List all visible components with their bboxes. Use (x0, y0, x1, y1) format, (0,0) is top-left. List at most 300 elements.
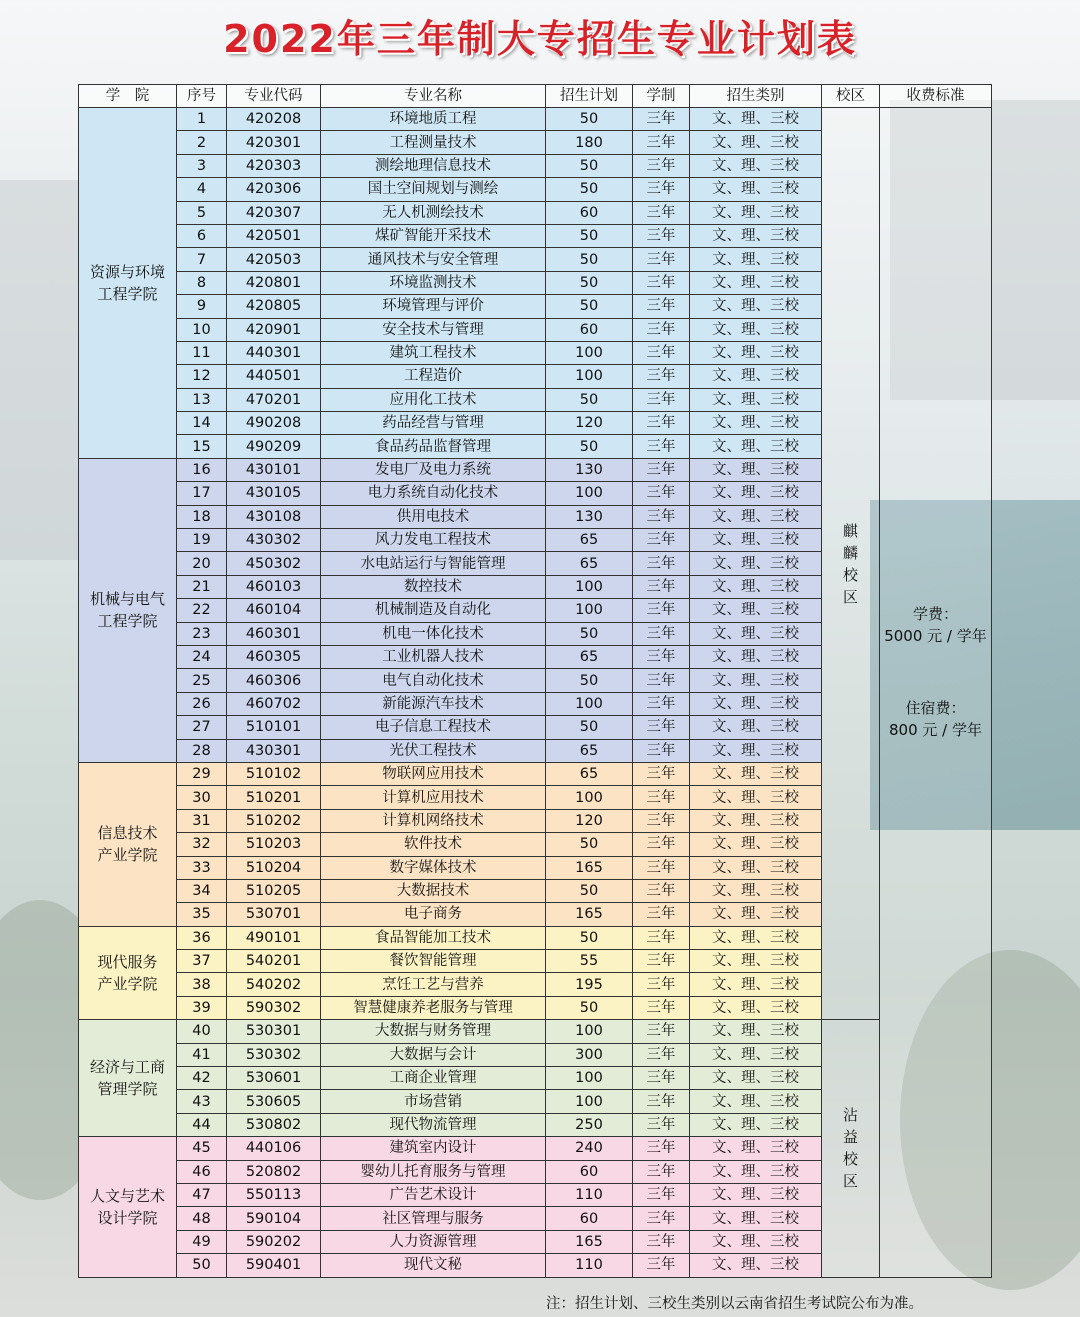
plan-count-cell: 180 (546, 131, 633, 154)
seq-cell: 35 (177, 903, 227, 926)
duration-cell: 三年 (633, 248, 690, 271)
major-name-cell: 餐饮智能管理 (321, 950, 546, 973)
major-name-cell: 现代物流管理 (321, 1113, 546, 1136)
seq-cell: 45 (177, 1137, 227, 1160)
major-name-cell: 应用化工技术 (321, 388, 546, 411)
major-name-cell: 国土空间规划与测绘 (321, 178, 546, 201)
category-cell: 文、理、三校 (690, 458, 822, 481)
major-name-cell: 无人机测绘技术 (321, 201, 546, 224)
category-cell: 文、理、三校 (690, 1160, 822, 1183)
seq-cell: 37 (177, 950, 227, 973)
code-cell: 460305 (227, 645, 321, 668)
code-cell: 470201 (227, 388, 321, 411)
major-name-cell: 建筑室内设计 (321, 1137, 546, 1160)
plan-count-cell: 130 (546, 505, 633, 528)
college-name-cell (79, 1020, 177, 1137)
seq-cell: 44 (177, 1113, 227, 1136)
seq-cell: 48 (177, 1207, 227, 1230)
column-header-fee: 收费标准 (880, 85, 992, 108)
major-name-cell: 工商企业管理 (321, 1067, 546, 1090)
major-name-cell: 测绘地理信息技术 (321, 154, 546, 177)
column-header-name: 专业名称 (321, 85, 546, 108)
code-cell: 450302 (227, 552, 321, 575)
plan-count-cell: 195 (546, 973, 633, 996)
category-cell: 文、理、三校 (690, 201, 822, 224)
duration-cell: 三年 (633, 950, 690, 973)
duration-cell: 三年 (633, 318, 690, 341)
plan-count-cell: 65 (546, 529, 633, 552)
major-name-cell: 大数据技术 (321, 879, 546, 902)
category-cell: 文、理、三校 (690, 739, 822, 762)
plan-count-cell: 65 (546, 552, 633, 575)
plan-count-cell: 110 (546, 1183, 633, 1206)
category-cell: 文、理、三校 (690, 412, 822, 435)
campus-name-char: 区 (842, 587, 858, 606)
category-cell: 文、理、三校 (690, 154, 822, 177)
major-name-cell: 机电一体化技术 (321, 622, 546, 645)
plan-count-cell: 65 (546, 739, 633, 762)
category-cell: 文、理、三校 (690, 552, 822, 575)
code-cell: 510203 (227, 833, 321, 856)
category-cell: 文、理、三校 (690, 1207, 822, 1230)
major-name-cell: 婴幼儿托育服务与管理 (321, 1160, 546, 1183)
major-name-cell: 新能源汽车技术 (321, 692, 546, 715)
plan-count-cell: 100 (546, 482, 633, 505)
table-row (79, 108, 992, 131)
plan-count-cell: 50 (546, 669, 633, 692)
seq-cell: 6 (177, 224, 227, 247)
seq-cell: 33 (177, 856, 227, 879)
plan-count-cell: 50 (546, 224, 633, 247)
category-cell: 文、理、三校 (690, 1183, 822, 1206)
major-name-cell: 电力系统自动化技术 (321, 482, 546, 505)
college-name-line: 设计学院 (97, 1208, 158, 1227)
code-cell: 530601 (227, 1067, 321, 1090)
major-name-cell: 安全技术与管理 (321, 318, 546, 341)
column-header-code: 专业代码 (227, 85, 321, 108)
duration-cell: 三年 (633, 435, 690, 458)
category-cell: 文、理、三校 (690, 435, 822, 458)
plan-count-cell: 165 (546, 1230, 633, 1253)
campus-name-char: 麒 (842, 521, 858, 540)
seq-cell: 28 (177, 739, 227, 762)
category-cell: 文、理、三校 (690, 950, 822, 973)
seq-cell: 18 (177, 505, 227, 528)
category-cell: 文、理、三校 (690, 996, 822, 1019)
code-cell: 520802 (227, 1160, 321, 1183)
campus-zhanyi-cell (822, 1020, 880, 1277)
seq-cell: 12 (177, 365, 227, 388)
category-cell: 文、理、三校 (690, 1090, 822, 1113)
code-cell: 440106 (227, 1137, 321, 1160)
fee-spacer (880, 647, 991, 697)
category-cell: 文、理、三校 (690, 341, 822, 364)
major-name-cell: 环境地质工程 (321, 108, 546, 131)
seq-cell: 14 (177, 412, 227, 435)
duration-cell: 三年 (633, 271, 690, 294)
major-name-cell: 数控技术 (321, 575, 546, 598)
plan-count-cell: 50 (546, 154, 633, 177)
code-cell: 430302 (227, 529, 321, 552)
seq-cell: 34 (177, 879, 227, 902)
major-name-cell: 工程测量技术 (321, 131, 546, 154)
major-name-cell: 软件技术 (321, 833, 546, 856)
category-cell: 文、理、三校 (690, 271, 822, 294)
major-name-cell: 智慧健康养老服务与管理 (321, 996, 546, 1019)
column-header-duration: 学制 (633, 85, 690, 108)
category-cell: 文、理、三校 (690, 1020, 822, 1043)
plan-count-cell: 100 (546, 1020, 633, 1043)
dorm-value: 800 元 / 学年 (889, 721, 982, 740)
code-cell: 420503 (227, 248, 321, 271)
duration-cell: 三年 (633, 1067, 690, 1090)
category-cell: 文、理、三校 (690, 762, 822, 785)
category-cell: 文、理、三校 (690, 1137, 822, 1160)
seq-cell: 9 (177, 295, 227, 318)
college-name-line: 现代服务 (97, 952, 158, 971)
duration-cell: 三年 (633, 692, 690, 715)
major-name-cell: 食品智能加工技术 (321, 926, 546, 949)
duration-cell: 三年 (633, 482, 690, 505)
college-name-line: 产业学院 (97, 846, 158, 865)
duration-cell: 三年 (633, 178, 690, 201)
duration-cell: 三年 (633, 131, 690, 154)
category-cell: 文、理、三校 (690, 879, 822, 902)
code-cell: 590302 (227, 996, 321, 1019)
duration-cell: 三年 (633, 1230, 690, 1253)
college-name-line: 管理学院 (97, 1080, 158, 1099)
major-name-cell: 计算机网络技术 (321, 809, 546, 832)
major-name-cell: 大数据与财务管理 (321, 1020, 546, 1043)
category-cell: 文、理、三校 (690, 1043, 822, 1066)
major-name-cell: 通风技术与安全管理 (321, 248, 546, 271)
code-cell: 510102 (227, 762, 321, 785)
major-name-cell: 食品药品监督管理 (321, 435, 546, 458)
seq-cell: 49 (177, 1230, 227, 1253)
code-cell: 420208 (227, 108, 321, 131)
duration-cell: 三年 (633, 762, 690, 785)
duration-cell: 三年 (633, 552, 690, 575)
plan-count-cell: 50 (546, 435, 633, 458)
duration-cell: 三年 (633, 809, 690, 832)
seq-cell: 4 (177, 178, 227, 201)
table-body (79, 108, 992, 1278)
background-building-left (0, 180, 78, 560)
duration-cell: 三年 (633, 1160, 690, 1183)
code-cell: 440301 (227, 341, 321, 364)
seq-cell: 10 (177, 318, 227, 341)
plan-count-cell: 50 (546, 248, 633, 271)
college-name-cell (79, 458, 177, 762)
duration-cell: 三年 (633, 1043, 690, 1066)
seq-cell: 29 (177, 762, 227, 785)
category-cell: 文、理、三校 (690, 224, 822, 247)
code-cell: 530605 (227, 1090, 321, 1113)
duration-cell: 三年 (633, 856, 690, 879)
code-cell: 540202 (227, 973, 321, 996)
category-cell: 文、理、三校 (690, 1230, 822, 1253)
plan-count-cell: 120 (546, 412, 633, 435)
duration-cell: 三年 (633, 154, 690, 177)
seq-cell: 11 (177, 341, 227, 364)
major-name-cell: 电子商务 (321, 903, 546, 926)
major-name-cell: 计算机应用技术 (321, 786, 546, 809)
category-cell: 文、理、三校 (690, 295, 822, 318)
plan-count-cell: 100 (546, 1090, 633, 1113)
plan-count-cell: 100 (546, 786, 633, 809)
code-cell: 460702 (227, 692, 321, 715)
seq-cell: 5 (177, 201, 227, 224)
plan-count-cell: 100 (546, 599, 633, 622)
seq-cell: 24 (177, 645, 227, 668)
campus-qilin-cell (822, 108, 880, 1020)
major-name-cell: 物联网应用技术 (321, 762, 546, 785)
major-name-cell: 社区管理与服务 (321, 1207, 546, 1230)
duration-cell: 三年 (633, 1207, 690, 1230)
fee-standard-cell (880, 108, 992, 1278)
code-cell: 510101 (227, 716, 321, 739)
major-name-cell: 电子信息工程技术 (321, 716, 546, 739)
seq-cell: 27 (177, 716, 227, 739)
plan-count-cell: 130 (546, 458, 633, 481)
college-name-line: 产业学院 (97, 974, 158, 993)
seq-cell: 26 (177, 692, 227, 715)
category-cell: 文、理、三校 (690, 365, 822, 388)
major-name-cell: 数字媒体技术 (321, 856, 546, 879)
duration-cell: 三年 (633, 622, 690, 645)
seq-cell: 40 (177, 1020, 227, 1043)
code-cell: 460306 (227, 669, 321, 692)
page-title: 2022年三年制大专招生专业计划表 (223, 17, 857, 61)
major-name-cell: 发电厂及电力系统 (321, 458, 546, 481)
campus-name-char: 校 (842, 565, 858, 584)
category-cell: 文、理、三校 (690, 926, 822, 949)
duration-cell: 三年 (633, 739, 690, 762)
major-name-cell: 风力发电工程技术 (321, 529, 546, 552)
major-name-cell: 环境监测技术 (321, 271, 546, 294)
plan-count-cell: 250 (546, 1113, 633, 1136)
campus-name-char: 麟 (842, 543, 858, 562)
duration-cell: 三年 (633, 996, 690, 1019)
seq-cell: 20 (177, 552, 227, 575)
major-name-cell: 人力资源管理 (321, 1230, 546, 1253)
seq-cell: 21 (177, 575, 227, 598)
category-cell: 文、理、三校 (690, 809, 822, 832)
duration-cell: 三年 (633, 926, 690, 949)
code-cell: 460104 (227, 599, 321, 622)
duration-cell: 三年 (633, 833, 690, 856)
code-cell: 550113 (227, 1183, 321, 1206)
plan-count-cell: 60 (546, 1207, 633, 1230)
major-name-cell: 机械制造及自动化 (321, 599, 546, 622)
code-cell: 440501 (227, 365, 321, 388)
plan-count-cell: 50 (546, 178, 633, 201)
college-name-line: 工程学院 (97, 284, 158, 303)
plan-count-cell: 165 (546, 903, 633, 926)
plan-count-cell: 50 (546, 108, 633, 131)
duration-cell: 三年 (633, 505, 690, 528)
duration-cell: 三年 (633, 201, 690, 224)
code-cell: 540201 (227, 950, 321, 973)
code-cell: 590401 (227, 1254, 321, 1277)
major-name-cell: 现代文秘 (321, 1254, 546, 1277)
code-cell: 510202 (227, 809, 321, 832)
college-name-cell (79, 762, 177, 926)
college-name-cell (79, 108, 177, 459)
major-name-cell: 电气自动化技术 (321, 669, 546, 692)
plan-count-cell: 50 (546, 833, 633, 856)
major-name-cell: 建筑工程技术 (321, 341, 546, 364)
duration-cell: 三年 (633, 341, 690, 364)
category-cell: 文、理、三校 (690, 833, 822, 856)
plan-count-cell: 100 (546, 341, 633, 364)
duration-cell: 三年 (633, 108, 690, 131)
code-cell: 460103 (227, 575, 321, 598)
category-cell: 文、理、三校 (690, 669, 822, 692)
code-cell: 530701 (227, 903, 321, 926)
code-cell: 420301 (227, 131, 321, 154)
duration-cell: 三年 (633, 224, 690, 247)
seq-cell: 23 (177, 622, 227, 645)
plan-count-cell: 100 (546, 1067, 633, 1090)
seq-cell: 2 (177, 131, 227, 154)
major-name-cell: 光伏工程技术 (321, 739, 546, 762)
campus-name-char: 沾 (842, 1106, 858, 1125)
tuition-value: 5000 元 / 学年 (884, 627, 987, 646)
duration-cell: 三年 (633, 716, 690, 739)
code-cell: 430105 (227, 482, 321, 505)
code-cell: 430101 (227, 458, 321, 481)
code-cell: 490101 (227, 926, 321, 949)
category-cell: 文、理、三校 (690, 505, 822, 528)
code-cell: 420801 (227, 271, 321, 294)
duration-cell: 三年 (633, 879, 690, 902)
major-name-cell: 煤矿智能开采技术 (321, 224, 546, 247)
duration-cell: 三年 (633, 1020, 690, 1043)
seq-cell: 16 (177, 458, 227, 481)
duration-cell: 三年 (633, 786, 690, 809)
seq-cell: 43 (177, 1090, 227, 1113)
college-name-cell (79, 1137, 177, 1277)
seq-cell: 46 (177, 1160, 227, 1183)
college-name-line: 资源与环境 (89, 262, 165, 281)
plan-count-cell: 165 (546, 856, 633, 879)
category-cell: 文、理、三校 (690, 318, 822, 341)
plan-count-cell: 100 (546, 692, 633, 715)
code-cell: 430301 (227, 739, 321, 762)
column-header-campus: 校区 (822, 85, 880, 108)
plan-count-cell: 65 (546, 645, 633, 668)
category-cell: 文、理、三校 (690, 388, 822, 411)
major-name-cell: 大数据与会计 (321, 1043, 546, 1066)
seq-cell: 8 (177, 271, 227, 294)
code-cell: 530301 (227, 1020, 321, 1043)
seq-cell: 15 (177, 435, 227, 458)
code-cell: 510204 (227, 856, 321, 879)
category-cell: 文、理、三校 (690, 1113, 822, 1136)
plan-count-cell: 300 (546, 1043, 633, 1066)
college-name-line: 人文与艺术 (89, 1186, 165, 1205)
plan-count-cell: 65 (546, 762, 633, 785)
code-cell: 420306 (227, 178, 321, 201)
plan-count-cell: 60 (546, 318, 633, 341)
campus-name-char: 校 (842, 1150, 858, 1169)
seq-cell: 41 (177, 1043, 227, 1066)
duration-cell: 三年 (633, 599, 690, 622)
major-name-cell: 供用电技术 (321, 505, 546, 528)
category-cell: 文、理、三校 (690, 786, 822, 809)
seq-cell: 36 (177, 926, 227, 949)
duration-cell: 三年 (633, 1113, 690, 1136)
duration-cell: 三年 (633, 973, 690, 996)
footnote: 注：招生计划、三校生类别以云南省招生考试院公布为准。 (546, 1296, 923, 1312)
code-cell: 590104 (227, 1207, 321, 1230)
duration-cell: 三年 (633, 365, 690, 388)
category-cell: 文、理、三校 (690, 1254, 822, 1277)
seq-cell: 50 (177, 1254, 227, 1277)
column-header-seq: 序号 (177, 85, 227, 108)
tuition-label: 学费： (912, 605, 958, 624)
category-cell: 文、理、三校 (690, 248, 822, 271)
category-cell: 文、理、三校 (690, 131, 822, 154)
major-name-cell: 工业机器人技术 (321, 645, 546, 668)
campus-name-char: 益 (842, 1128, 858, 1147)
major-name-cell: 药品经营与管理 (321, 412, 546, 435)
code-cell: 420307 (227, 201, 321, 224)
plan-count-cell: 50 (546, 716, 633, 739)
seq-cell: 7 (177, 248, 227, 271)
seq-cell: 31 (177, 809, 227, 832)
major-name-cell: 工程造价 (321, 365, 546, 388)
seq-cell: 22 (177, 599, 227, 622)
code-cell: 510201 (227, 786, 321, 809)
college-name-line: 机械与电气 (89, 590, 165, 609)
category-cell: 文、理、三校 (690, 575, 822, 598)
column-header-plan: 招生计划 (546, 85, 633, 108)
campus-name-char: 区 (842, 1172, 858, 1191)
seq-cell: 30 (177, 786, 227, 809)
category-cell: 文、理、三校 (690, 108, 822, 131)
category-cell: 文、理、三校 (690, 645, 822, 668)
duration-cell: 三年 (633, 1090, 690, 1113)
seq-cell: 17 (177, 482, 227, 505)
plan-count-cell: 50 (546, 926, 633, 949)
seq-cell: 13 (177, 388, 227, 411)
category-cell: 文、理、三校 (690, 692, 822, 715)
plan-count-cell: 55 (546, 950, 633, 973)
major-name-cell: 水电站运行与智能管理 (321, 552, 546, 575)
duration-cell: 三年 (633, 1183, 690, 1206)
seq-cell: 25 (177, 669, 227, 692)
category-cell: 文、理、三校 (690, 856, 822, 879)
enrollment-plan-table (78, 84, 992, 1278)
table-row (79, 1020, 992, 1043)
code-cell: 420901 (227, 318, 321, 341)
duration-cell: 三年 (633, 645, 690, 668)
seq-cell: 38 (177, 973, 227, 996)
code-cell: 460301 (227, 622, 321, 645)
college-name-line: 经济与工商 (89, 1058, 165, 1077)
duration-cell: 三年 (633, 412, 690, 435)
plan-count-cell: 100 (546, 575, 633, 598)
duration-cell: 三年 (633, 295, 690, 318)
category-cell: 文、理、三校 (690, 178, 822, 201)
code-cell: 490208 (227, 412, 321, 435)
plan-count-cell: 120 (546, 809, 633, 832)
major-name-cell: 广告艺术设计 (321, 1183, 546, 1206)
category-cell: 文、理、三校 (690, 716, 822, 739)
seq-cell: 3 (177, 154, 227, 177)
